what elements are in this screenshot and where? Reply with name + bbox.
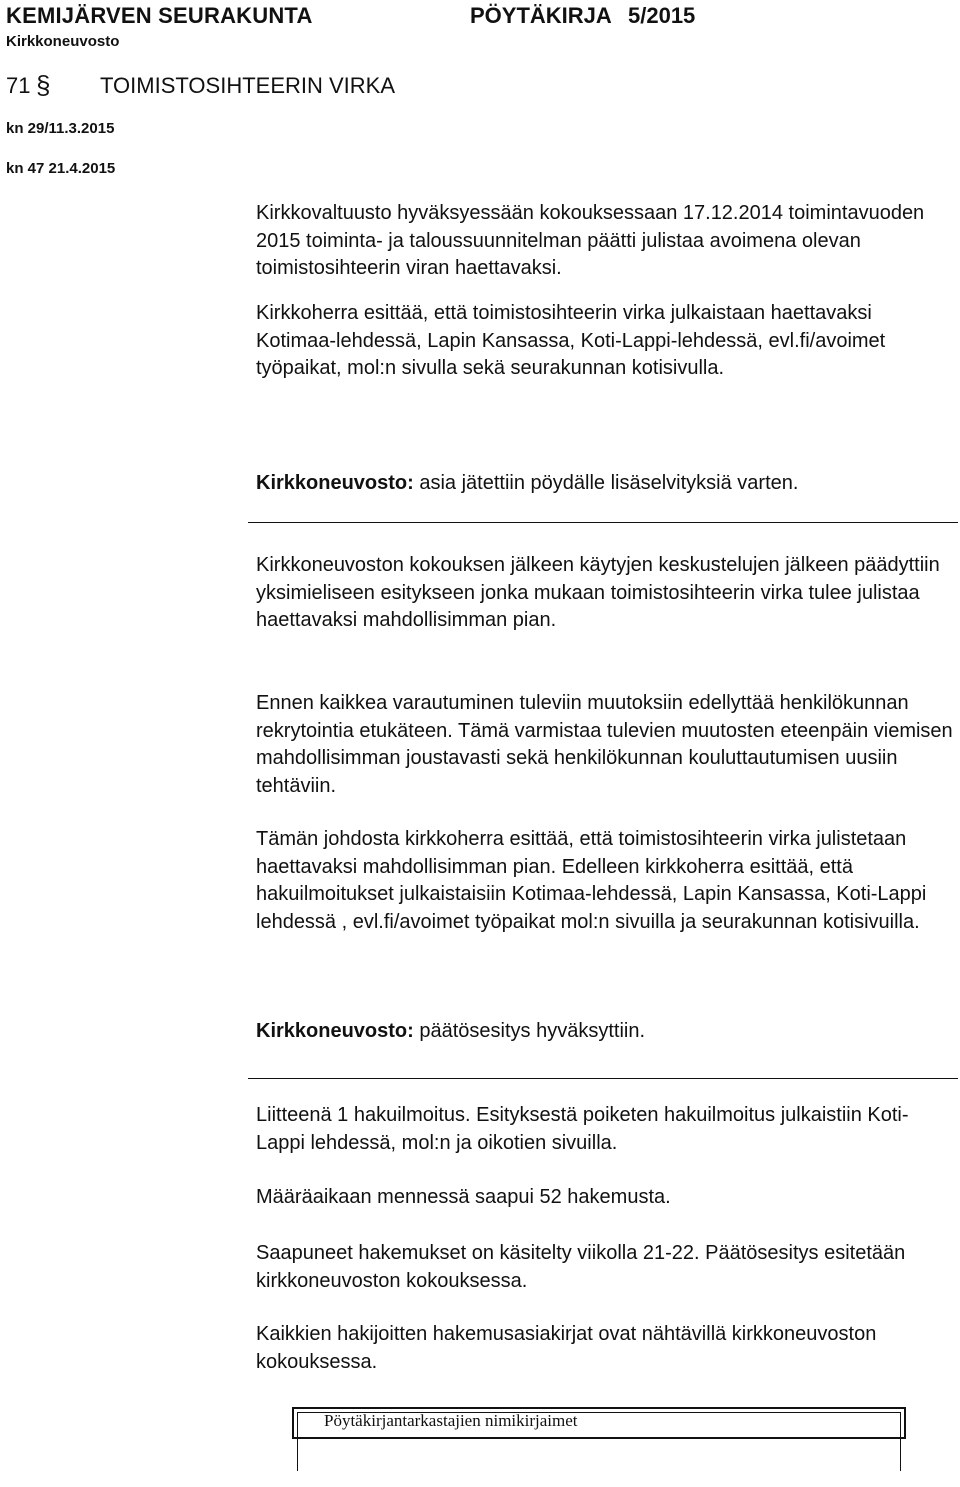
section-number: 71 <box>6 73 31 98</box>
paragraph-attachment: Liitteenä 1 hakuilmoitus. Esityksestä poiketen hakuilmoitus julkaistiin Koti-Lappi lehdessä, mol:n ja oikotien sivuilla. <box>256 1104 909 1154</box>
paragraph-proposal: Tämän johdosta kirkkoherra esittää, että toimistosihteerin virka julistetaan haettavaksi mahdollisimman pian. Edelleen kirkkoherra esittää, että hakuilmoitukset julkaistaisiin Kotimaa-lehdessä, Lapin Kansassa, Koti-Lappi lehdessä , evl.fi/avoimet työpaikat mol:n sivuilla ja seurakunnan kotisivuilla. <box>256 828 927 933</box>
decision-text: asia jätettiin pöydälle lisäselvityksiä varten. <box>413 472 799 494</box>
governing-body: Kirkkoneuvosto <box>6 33 120 50</box>
decision-tabled <box>256 470 956 498</box>
paragraph-applications-count: Määräaikaan mennessä saapui 52 hakemusta. <box>256 1186 671 1208</box>
decision-text: päätösesitys hyväksyttiin. <box>413 1020 646 1042</box>
paragraph-budget-decision: Kirkkovaltuusto hyväksyessään kokouksessaan 17.12.2014 toimintavuoden 2015 toiminta- ja taloussuunnitelman päätti julistaa avoimena olevan toimistosihteerin viran haettavaksi. <box>256 202 925 279</box>
paragraph-preparation: Ennen kaikkea varautuminen tuleviin muutoksiin edellyttää henkilökunnan rekrytointia etukäteen. Tämä varmistaa tulevien muutosten eteenpäin viemisen mahdollisimman joustavasti sekä henkilökunnan kouluttautumisen uusiin tehtäviin. <box>256 692 953 797</box>
paragraph-discussion: Kirkkoneuvoston kokouksen jälkeen käytyjen keskustelujen jälkeen päädyttiin yksimieliseen esitykseen jonka mukaan toimistosihteerin virka tulee julistaa haettavaksi mahdollisimman pian. <box>256 554 940 631</box>
document-type: PÖYTÄKIRJA <box>470 3 612 28</box>
initials-label: Pöytäkirjantarkastajien nimikirjaimet <box>324 1411 578 1430</box>
decision-label: Kirkkoneuvosto: <box>256 472 414 494</box>
document-number: 5/2015 <box>628 3 696 28</box>
section-title: TOIMISTOSIHTEERIN VIRKA <box>100 73 396 98</box>
meeting-reference-1: kn 29/11.3.2015 <box>6 120 115 137</box>
decision-label: Kirkkoneuvosto: <box>256 1020 414 1042</box>
section-mark: § <box>36 70 51 100</box>
paragraph-processing: Saapuneet hakemukset on käsitelty viikolla 21-22. Päätösesitys esitetään kirkkoneuvoston kokouksessa. <box>256 1242 906 1292</box>
paragraph-documents-available: Kaikkien hakijoitten hakemusasiakirjat ovat nähtävillä kirkkoneuvoston kokouksessa. <box>256 1323 877 1373</box>
meeting-reference-2: kn 47 21.4.2015 <box>6 160 116 177</box>
divider <box>248 1078 958 1079</box>
paragraph-publication-proposal: Kirkkoherra esittää, että toimistosihteerin virka julkaistaan haettavaksi Kotimaa-lehdessä, Lapin Kansassa, Koti-Lappi-lehdessä, evl.fi/avoimet työpaikat, mol:n sivulla sekä seurakunnan kotisivulla. <box>256 302 886 379</box>
organization-name: KEMIJÄRVEN SEURAKUNTA <box>6 3 313 28</box>
decision-approved <box>256 1018 956 1046</box>
divider <box>248 522 958 523</box>
